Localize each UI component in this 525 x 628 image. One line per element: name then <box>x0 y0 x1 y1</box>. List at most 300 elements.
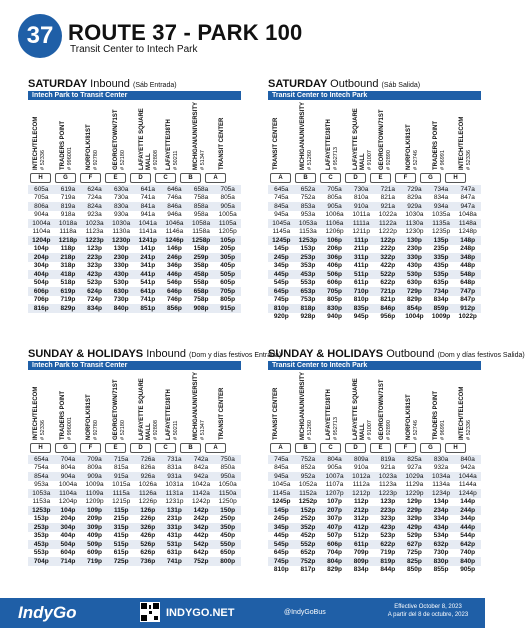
time-cell: 1245p <box>268 236 295 245</box>
time-cell: 1041a <box>135 219 162 228</box>
timepoint-badge: B <box>180 443 201 453</box>
stop-id: # 96991 <box>439 150 446 170</box>
time-cell: 1253p <box>28 506 55 515</box>
time-cell: 115p <box>108 506 135 515</box>
effective-date-es: A partir del 8 de octubre, 2023 <box>387 612 469 618</box>
time-cell: 908p <box>188 304 215 313</box>
stop-header <box>350 372 373 440</box>
time-cell: 204p <box>60 515 76 523</box>
time-cell: 1106a <box>321 219 348 228</box>
time-cell: 630p <box>407 279 422 287</box>
schedule-title <box>268 348 525 360</box>
schedule-table <box>28 185 241 313</box>
time-cell: 352p <box>295 523 322 532</box>
time-cell: 926a <box>135 472 162 481</box>
stop-header <box>297 102 320 170</box>
time-cell: 1006a <box>325 211 344 219</box>
time-cell: 758a <box>193 194 209 202</box>
time-cell: 535p <box>428 270 455 279</box>
time-cell: 830p <box>428 557 455 566</box>
stop-name: TRADERS POINT <box>59 390 66 440</box>
time-cell: 604p <box>60 549 76 557</box>
time-cell: 1045a <box>268 219 295 228</box>
stop-id: # 51347 <box>199 420 206 440</box>
time-cell: 746a <box>167 194 182 202</box>
table-row <box>268 472 481 481</box>
table-row <box>268 464 481 473</box>
time-cell: 1223p <box>375 489 402 498</box>
table-row <box>28 455 241 464</box>
time-cell: 244p <box>454 506 481 515</box>
table-row <box>268 313 481 322</box>
time-cell: 558p <box>193 279 209 287</box>
stop-header <box>403 102 426 170</box>
time-cell: 619a <box>55 185 82 194</box>
time-cell: 1129a <box>405 481 424 489</box>
timepoint-badge: H <box>445 173 466 183</box>
stop-name: NORFOLK/81ST <box>406 124 412 170</box>
time-cell: 810a <box>353 194 369 202</box>
time-cell: 830a <box>428 455 455 464</box>
time-cell: 646a <box>161 185 188 194</box>
time-cell: 1244p <box>454 489 481 498</box>
time-cell: 653p <box>295 287 322 296</box>
stop-id: # 52336 <box>40 150 46 170</box>
time-cell: 642p <box>454 540 481 549</box>
time-cell: 1152a <box>295 489 322 498</box>
time-cell: 840p <box>454 557 481 566</box>
time-cell: 430p <box>407 262 422 270</box>
time-cell: 910a <box>348 202 375 211</box>
stop-name: TRANSIT CENTER <box>219 387 226 440</box>
time-cell: 1246p <box>161 236 188 245</box>
time-cell: 945a <box>274 211 289 219</box>
time-cell: 1023a <box>81 219 108 228</box>
timepoint-badge: G <box>55 173 76 183</box>
time-cell: 627p <box>401 540 428 549</box>
time-cell: 1229p <box>401 489 428 498</box>
time-cell: 1048a <box>458 211 477 219</box>
table-row <box>268 202 481 211</box>
timepoint-badge: F <box>80 443 101 453</box>
time-cell: 407p <box>321 523 348 532</box>
time-cell: 552p <box>295 540 322 549</box>
time-cell: 1258p <box>188 236 215 245</box>
schedule-panel-sun-out <box>268 348 525 574</box>
time-cell: 942a <box>188 472 215 481</box>
time-cell: 840p <box>108 304 135 313</box>
time-cell: 411p <box>353 262 369 270</box>
time-cell: 312p <box>353 515 369 523</box>
time-cell: 831a <box>167 464 182 472</box>
time-cell: 1111a <box>348 219 375 228</box>
time-cell: 226p <box>140 515 156 523</box>
time-cell: 412p <box>348 523 375 532</box>
table-row <box>28 194 241 203</box>
stop-name: GEORGETOWN/71ST <box>112 109 119 170</box>
time-cell: 852a <box>300 464 316 472</box>
time-cell: 1012a <box>348 472 375 481</box>
timepoint-badge: H <box>445 443 466 453</box>
time-cell: 804a <box>60 464 76 472</box>
timepoint-badge: G <box>420 443 441 453</box>
time-cell: 804p <box>321 557 348 566</box>
table-row <box>28 532 241 541</box>
timepoint-badge: D <box>345 443 366 453</box>
time-cell: 353p <box>33 532 49 540</box>
time-cell: 445p <box>268 270 295 279</box>
table-row <box>28 523 241 532</box>
time-cell: 654a <box>28 455 55 464</box>
time-cell: 109p <box>81 506 108 515</box>
stop-name: MICHIGAN/UNIVERSITY <box>299 371 306 440</box>
time-cell: 752p <box>295 557 322 566</box>
stop-header <box>403 372 426 440</box>
time-cell: 504p <box>55 540 82 549</box>
time-cell: 842a <box>193 464 209 472</box>
table-row <box>268 279 481 288</box>
time-cell: 131p <box>161 506 188 515</box>
time-cell: 1222p <box>378 228 397 236</box>
time-cell: 1011a <box>352 211 370 219</box>
time-cell: 745a <box>268 455 295 464</box>
time-cell: 632p <box>428 540 455 549</box>
time-cell: 850a <box>220 464 235 472</box>
time-cell: 126p <box>135 506 162 515</box>
time-cell: 934a <box>428 202 455 211</box>
time-cell: 346p <box>167 262 182 270</box>
stop-header <box>216 372 239 440</box>
stop-header <box>190 372 213 440</box>
stop-name: NORFOLK/81ST <box>86 394 93 440</box>
stop-name: TRADERS POINT <box>432 390 439 440</box>
stop-header <box>297 372 320 440</box>
time-cell: 920p <box>273 313 289 321</box>
stop-id: # 51347 <box>199 150 206 170</box>
time-cell: 829a <box>407 194 422 202</box>
time-cell: 218p <box>55 253 82 262</box>
table-row <box>268 566 481 575</box>
time-cell: 946a <box>167 211 182 219</box>
time-cell: 444p <box>454 523 481 532</box>
time-cell: 606p <box>327 279 342 287</box>
time-cell: 435p <box>433 262 449 270</box>
table-row <box>28 515 241 524</box>
time-cell: 1223p <box>81 236 108 245</box>
time-cell: 719p <box>60 296 76 304</box>
time-cell: 606p <box>28 287 55 296</box>
time-cell: 405p <box>220 262 236 270</box>
time-cell: 1004a <box>58 481 77 489</box>
time-cell: 545p <box>268 540 295 549</box>
time-cell: 305p <box>214 253 241 262</box>
time-cell: 859p <box>428 304 455 313</box>
time-cell: 724a <box>87 194 102 202</box>
time-cell: 252p <box>300 515 316 523</box>
time-cell: 1018a <box>55 219 82 228</box>
time-cell: 148p <box>454 236 481 245</box>
time-cell: 910a <box>353 464 369 472</box>
time-cell: 506p <box>321 270 348 279</box>
time-cell: 854p <box>401 304 428 313</box>
stop-header <box>216 102 239 170</box>
time-cell: 741a <box>140 194 156 202</box>
time-cell: 1150a <box>214 489 241 498</box>
time-cell: 1104a <box>32 228 51 236</box>
time-cell: 731a <box>161 455 188 464</box>
timepoint-badge: E <box>370 173 391 183</box>
time-cell: 806a <box>28 202 55 211</box>
time-cell: 212p <box>348 506 375 515</box>
table-row <box>28 236 241 245</box>
stop-id: # 52746 <box>413 150 419 170</box>
time-cell: 905a <box>321 202 348 211</box>
time-cell: 904a <box>55 472 82 481</box>
stop-id: # 52336 <box>40 420 46 440</box>
time-cell: 104p <box>55 506 82 515</box>
time-cell: 710p <box>348 287 375 296</box>
table-row <box>268 262 481 271</box>
time-cell: 1034a <box>428 472 455 481</box>
day-label: SUNDAY & HOLIDAYS <box>28 348 144 360</box>
time-cell: 429p <box>401 523 428 532</box>
time-cell: 734p <box>428 287 455 296</box>
time-cell: 830a <box>108 202 135 211</box>
time-cell: 746p <box>167 296 182 304</box>
time-cell: 611p <box>353 279 369 287</box>
time-cell: 704a <box>55 455 82 464</box>
time-cell: 1204p <box>28 236 55 245</box>
time-cell: 241p <box>135 253 162 262</box>
time-cell: 409p <box>87 532 102 540</box>
time-cell: 829p <box>55 304 82 313</box>
time-cell: 809a <box>87 464 102 472</box>
time-cell: 821p <box>380 296 396 304</box>
table-row <box>268 489 481 498</box>
time-cell: 152p <box>295 506 322 515</box>
time-cell: 505p <box>214 270 241 279</box>
time-cell: 1109a <box>81 489 108 498</box>
time-cell: 235p <box>433 245 449 253</box>
time-cell: 825p <box>401 557 428 566</box>
time-cell: 921a <box>375 202 402 211</box>
time-cell: 724p <box>87 296 102 304</box>
time-cell: 223p <box>375 506 402 515</box>
stop-name: TRADERS POINT <box>432 120 439 170</box>
time-cell: 504p <box>33 279 49 287</box>
time-cell: 1241p <box>135 236 162 245</box>
time-cell: 605a <box>28 185 55 194</box>
table-row <box>268 532 481 541</box>
time-cell: 358p <box>193 262 209 270</box>
stop-header <box>163 372 186 440</box>
time-cell: 931a <box>161 472 188 481</box>
stop-id: # 96991 <box>439 420 446 440</box>
time-cell: 550p <box>214 540 241 549</box>
table-row <box>268 245 481 254</box>
timepoint-row <box>28 173 241 183</box>
time-cell: 130p <box>401 236 428 245</box>
time-cell: 858a <box>188 202 215 211</box>
time-cell: 834a <box>433 194 449 202</box>
time-cell: 953a <box>300 211 316 219</box>
stop-id: # 50211 <box>173 150 179 170</box>
time-cell: 641a <box>135 185 162 194</box>
time-cell: 641p <box>135 287 162 296</box>
timepoint-row <box>268 173 481 183</box>
timepoint-badge: F <box>395 173 416 183</box>
day-label: SATURDAY <box>268 78 328 90</box>
time-cell: 805a <box>327 194 342 202</box>
time-cell: 512p <box>353 532 369 540</box>
time-cell: 322p <box>375 253 402 262</box>
table-row <box>28 472 241 481</box>
time-cell: 306p <box>321 253 348 262</box>
time-cell: 905a <box>327 464 342 472</box>
time-cell: 705a <box>214 185 241 194</box>
time-cell: 342p <box>188 523 215 532</box>
stop-header <box>376 102 399 170</box>
time-cell: 341p <box>140 262 156 270</box>
time-cell: 522p <box>375 270 402 279</box>
time-cell: 1215p <box>112 498 131 506</box>
social-handle[interactable]: @IndyGoBus <box>284 609 326 616</box>
time-cell: 829p <box>327 566 342 574</box>
time-cell: 205p <box>220 245 236 253</box>
timepoint-badge: D <box>345 173 366 183</box>
time-cell: 345p <box>268 523 295 532</box>
stop-id: # 996001 <box>66 147 73 170</box>
table-row <box>268 506 481 515</box>
time-cell: 645p <box>268 287 295 296</box>
time-cell: 1250p <box>218 498 237 506</box>
time-cell: 915p <box>214 304 241 313</box>
time-cell: 834p <box>81 304 108 313</box>
table-row <box>268 557 481 566</box>
time-cell: 330p <box>113 262 129 270</box>
time-cell: 518p <box>60 279 76 287</box>
time-cell: 752a <box>295 455 322 464</box>
time-cell: 150p <box>214 506 241 515</box>
time-cell: 453p <box>295 270 322 279</box>
time-cell: 1145a <box>272 228 291 236</box>
time-cell: 441p <box>135 270 162 279</box>
time-cell: 609p <box>87 549 102 557</box>
time-cell: 818p <box>295 304 322 313</box>
time-cell: 423p <box>81 270 108 279</box>
table-row <box>268 498 481 507</box>
time-cell: 805p <box>327 296 342 304</box>
time-cell: 1053a <box>295 219 322 228</box>
stop-header <box>163 102 186 170</box>
time-cell: 1212p <box>348 489 375 498</box>
time-cell: 1004p <box>405 313 424 321</box>
stop-name: TRANSIT CENTER <box>219 117 226 170</box>
spanish-label: (Sáb Entrada) <box>132 82 177 89</box>
time-cell: 741p <box>140 296 156 304</box>
time-cell: 741p <box>161 557 188 566</box>
time-cell: 930a <box>113 211 129 219</box>
time-cell: 730p <box>113 296 129 304</box>
time-cell: 523p <box>380 532 396 540</box>
website-link[interactable]: INDYGO.NET <box>166 607 235 619</box>
stop-header <box>110 372 133 440</box>
route-number-badge: 37 <box>18 14 62 58</box>
time-cell: 526p <box>135 540 162 549</box>
table-row <box>28 211 241 220</box>
time-cell: 1218p <box>55 236 82 245</box>
time-cell: 958a <box>193 211 209 219</box>
route-subtitle: Transit Center to Intech Park <box>70 44 198 55</box>
table-row <box>268 194 481 203</box>
time-cell: 726a <box>135 455 162 464</box>
time-cell: 658a <box>188 185 215 194</box>
timepoint-badge: C <box>155 443 176 453</box>
table-row <box>28 304 241 313</box>
time-cell: 1123a <box>85 228 104 236</box>
time-cell: 730p <box>433 549 449 557</box>
time-cell: 523p <box>87 279 102 287</box>
stop-headers <box>28 100 241 172</box>
time-cell: 854a <box>28 472 55 481</box>
time-cell: 1206p <box>325 228 344 236</box>
stop-header <box>110 102 133 170</box>
time-cell: 345p <box>273 262 289 270</box>
time-cell: 1209p <box>85 498 104 506</box>
time-cell: 719a <box>60 194 76 202</box>
schedule-table <box>268 455 481 574</box>
stop-name: MICHIGAN/UNIVERSITY <box>192 371 199 440</box>
stop-header <box>30 372 53 440</box>
timepoint-badge: G <box>55 443 76 453</box>
table-row <box>28 464 241 473</box>
time-cell: 815a <box>113 464 129 472</box>
time-cell: 1141a <box>139 228 157 236</box>
time-cell: 652p <box>300 549 316 557</box>
time-cell: 834p <box>433 296 449 304</box>
time-cell: 553p <box>33 549 49 557</box>
stop-header <box>83 372 106 440</box>
time-cell: 658p <box>188 287 215 296</box>
stop-header <box>323 372 346 440</box>
time-cell: 145p <box>268 506 295 515</box>
time-cell: 905a <box>214 202 241 211</box>
time-cell: 648p <box>460 279 476 287</box>
time-cell: 129p <box>407 498 422 506</box>
time-cell: 841a <box>135 202 162 211</box>
stop-name: INTECH/TELECOM <box>33 116 39 170</box>
stop-id: # 92890 <box>386 420 393 440</box>
time-cell: 1144a <box>458 481 477 489</box>
time-cell: 709a <box>81 455 108 464</box>
table-row <box>268 185 481 194</box>
timepoint-badge: C <box>320 443 341 453</box>
timepoint-badge: H <box>30 443 51 453</box>
time-cell: 530p <box>113 279 129 287</box>
time-cell: 624p <box>81 287 108 296</box>
timepoint-row <box>28 443 241 453</box>
table-row <box>268 270 481 279</box>
time-cell: 531p <box>161 540 188 549</box>
time-cell: 622p <box>375 540 402 549</box>
timepoint-badge: E <box>370 443 391 453</box>
time-cell: 626p <box>140 549 156 557</box>
time-cell: 840a <box>454 455 481 464</box>
stop-name: LAFAYETTE/38TH <box>326 389 333 440</box>
time-cell: 721a <box>375 185 402 194</box>
stop-name: TRANSIT CENTER <box>273 387 279 440</box>
time-cell: 1242p <box>192 498 211 506</box>
